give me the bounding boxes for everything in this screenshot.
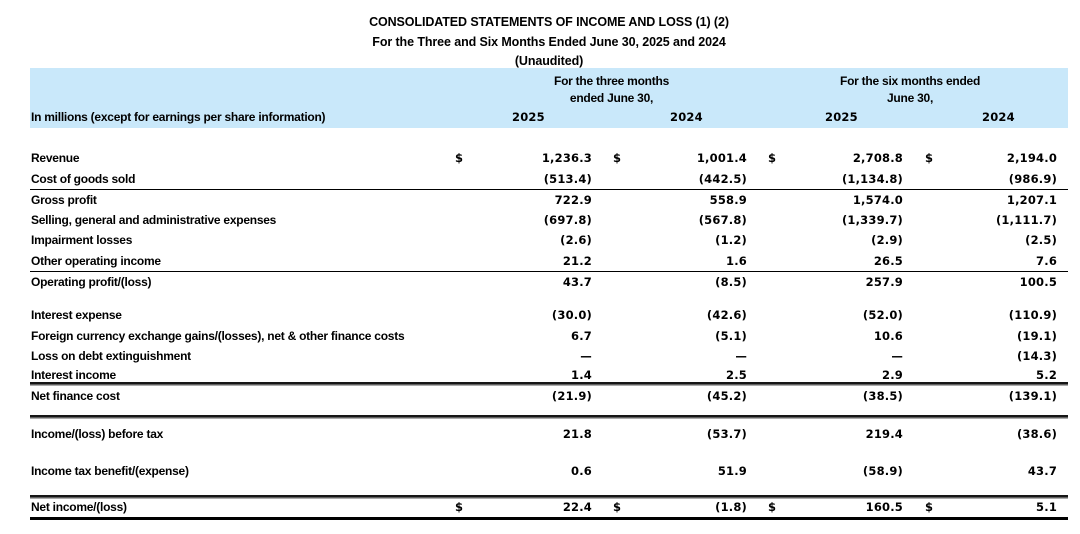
value-cell: 0.6 [571,464,592,478]
document-title-block [30,13,1068,72]
value-cell: 1.4 [571,367,592,382]
value-cell: (45.2) [706,388,748,403]
value-cell: (513.4) [481,169,613,190]
currency-spacer [768,230,794,251]
currency-spacer [613,169,639,190]
currency-spacer [613,419,639,445]
three-months-header-line2: ended June 30, [455,90,768,107]
currency-spacer [925,305,951,326]
year-header-2024-h: 2024 [951,107,1068,128]
value-cell: (38.5) [862,388,904,403]
value-cell: (5.1) [715,328,748,343]
spacer-row [30,292,1068,306]
table-row [30,386,1068,407]
value-cell: 43.7 [562,274,592,289]
value-cell: (1,339.7) [841,212,904,227]
value-cell: (1.8) [639,499,768,519]
spacer-cell [30,292,1068,306]
units-caption: In millions (except for earnings per share information) [30,107,455,128]
document-title: CONSOLIDATED STATEMENTS OF INCOME AND LOSS (1) (2) [369,15,729,29]
currency-spacer [768,169,794,190]
spacer-cell [30,406,1068,415]
currency-spacer [613,326,639,347]
currency-spacer [768,189,794,210]
currency-spacer [613,230,639,251]
currency-spacer [613,107,639,128]
six-months-header-line1: For the six months ended [768,68,1068,90]
currency-spacer [613,445,639,483]
currency-spacer [925,386,951,407]
table-row [30,251,1068,272]
currency-spacer [768,367,794,382]
table-row [30,326,1068,347]
currency-spacer [455,230,481,251]
header-label-spacer [30,68,455,90]
table-row [30,210,1068,231]
value-cell: (442.5) [639,169,768,190]
value-cell: (14.3) [1016,349,1058,363]
currency-spacer [925,326,951,347]
value-cell: 26.5 [794,251,925,272]
table-row [30,419,1068,445]
currency-spacer [768,386,794,407]
currency-spacer [455,386,481,407]
value-cell: 219.4 [865,426,904,441]
currency-symbol: $ [455,151,464,165]
table-header [30,68,1068,128]
currency-spacer [768,107,794,128]
value-cell: (21.9) [551,388,592,403]
spacer-cell [30,482,1068,495]
value-cell: (110.9) [1008,308,1058,322]
row-label: Gross profit [31,192,97,207]
income-statement-table [30,68,1068,520]
value-cell: (567.8) [698,212,748,227]
table-row [30,148,1068,169]
value-cell: 7.6 [951,251,1068,272]
value-cell: 43.7 [1027,464,1058,478]
value-cell: 100.5 [1019,274,1058,289]
currency-spacer [768,346,794,367]
currency-spacer [925,169,951,190]
table-body [30,128,1068,518]
currency-spacer [455,326,481,347]
currency-spacer [768,271,794,292]
currency-spacer [455,189,481,210]
currency-spacer [455,346,481,367]
currency-spacer [613,251,639,272]
row-label: Impairment losses [31,233,133,247]
currency-spacer [455,107,481,128]
currency-symbol: $ [455,499,481,519]
value-cell: (2.6) [560,233,592,247]
value-cell: 2,708.8 [852,151,904,165]
value-cell: 21.2 [481,251,613,272]
value-cell: 51.9 [717,464,748,478]
value-cell: 257.9 [865,274,904,289]
value-cell: (2.9) [871,233,904,247]
value-cell: (58.9) [862,464,904,478]
table-row [30,305,1068,326]
value-cell: (1.2) [715,233,748,247]
value-cell: 1,236.3 [541,151,592,165]
year-header-2025-q: 2025 [481,107,613,128]
currency-spacer [613,367,639,382]
spacer-row [30,406,1068,415]
value-cell: 6.7 [571,328,592,343]
currency-symbol: $ [925,151,934,165]
currency-spacer [613,346,639,367]
currency-spacer [768,210,794,231]
value-cell: (19.1) [1016,328,1058,343]
table-row [30,445,1068,483]
currency-spacer [455,305,481,326]
row-label: Other operating income [30,251,455,272]
value-cell: 722.9 [554,192,592,207]
value-cell: (53.7) [706,426,748,441]
currency-spacer [768,326,794,347]
period-header-row [30,68,1068,90]
currency-spacer [925,210,951,231]
currency-spacer [455,419,481,445]
currency-symbol: $ [613,151,622,165]
currency-spacer [455,271,481,292]
currency-spacer [455,445,481,483]
table-row [30,169,1068,190]
currency-spacer [613,386,639,407]
value-cell: 2.5 [726,367,748,382]
row-label: Interest income [31,367,116,382]
currency-spacer [925,367,951,382]
value-cell: — [580,349,592,363]
value-cell: (697.8) [543,212,592,227]
currency-spacer [768,419,794,445]
currency-spacer [925,189,951,210]
currency-spacer [925,230,951,251]
currency-spacer [925,346,951,367]
value-cell: 160.5 [794,499,925,519]
currency-symbol: $ [768,499,794,519]
currency-spacer [613,305,639,326]
value-cell: (42.6) [706,308,748,322]
value-cell: 1.6 [639,251,768,272]
spacer-row [30,128,1068,148]
period-header-row2 [30,90,1068,107]
value-cell: (986.9) [951,169,1068,190]
table-row [30,367,1068,382]
value-cell: 22.4 [481,499,613,519]
value-cell: — [891,349,904,363]
row-label: Revenue [31,151,80,165]
value-cell: 558.9 [709,192,748,207]
value-cell: 10.6 [873,328,904,343]
currency-symbol: $ [613,499,639,519]
value-cell: 1,001.4 [696,151,748,165]
table-row [30,189,1068,210]
currency-spacer [455,169,481,190]
value-cell: (52.0) [862,308,904,322]
row-label: Foreign currency exchange gains/(losses), net & other finance costs [31,328,405,343]
document-subtitle: For the Three and Six Months Ended June 30, 2025 and 2024 [372,34,726,49]
value-cell: 1,207.1 [1006,192,1058,207]
currency-spacer [925,271,951,292]
six-months-header-line2: June 30, [768,90,1068,107]
currency-symbol: $ [768,151,777,165]
value-cell: 21.8 [562,426,592,441]
row-label: Loss on debt extinguishment [31,349,191,363]
value-cell: (8.5) [715,274,748,289]
currency-symbol: $ [925,499,951,519]
table-row [30,271,1068,292]
currency-spacer [455,367,481,382]
row-label: Operating profit/(loss) [31,274,152,289]
currency-spacer [455,210,481,231]
currency-spacer [768,305,794,326]
value-cell: 2,194.0 [1006,151,1058,165]
currency-spacer [613,271,639,292]
currency-spacer [613,189,639,210]
spacer-row [30,482,1068,495]
row-label: Income/(loss) before tax [31,426,164,441]
value-cell: (139.1) [1008,388,1058,403]
table-row [30,346,1068,367]
year-header-2025-h: 2025 [794,107,925,128]
row-label: Interest expense [31,308,122,322]
row-label: Selling, general and administrative expenses [31,212,277,227]
three-months-header-line1: For the three months [455,68,768,90]
value-cell: — [735,349,748,363]
year-header-2024-q: 2024 [639,107,768,128]
row-label: Net income/(loss) [30,499,455,519]
value-cell: 2.9 [882,367,904,382]
value-cell: (30.0) [551,308,592,322]
value-cell: (1,134.8) [794,169,925,190]
spacer-cell [30,128,1068,148]
currency-spacer [768,445,794,483]
table-row [30,230,1068,251]
year-header-row [30,107,1068,128]
table-row [30,499,1068,519]
row-label: Income tax benefit/(expense) [31,464,189,478]
value-cell: (2.5) [1025,233,1058,247]
value-cell: 5.2 [1036,367,1058,382]
currency-spacer [925,107,951,128]
value-cell: (1,111.7) [995,212,1058,227]
value-cell: 5.1 [951,499,1068,519]
currency-spacer [925,445,951,483]
currency-spacer [768,251,794,272]
row-label: Net finance cost [31,388,120,403]
currency-spacer [925,251,951,272]
header-label-spacer [30,90,455,107]
currency-spacer [613,210,639,231]
currency-spacer [925,419,951,445]
value-cell: (38.6) [1016,426,1058,441]
unaudited-note: (Unaudited) [514,54,584,68]
row-label: Cost of goods sold [30,169,455,190]
value-cell: 1,574.0 [852,192,904,207]
currency-spacer [455,251,481,272]
